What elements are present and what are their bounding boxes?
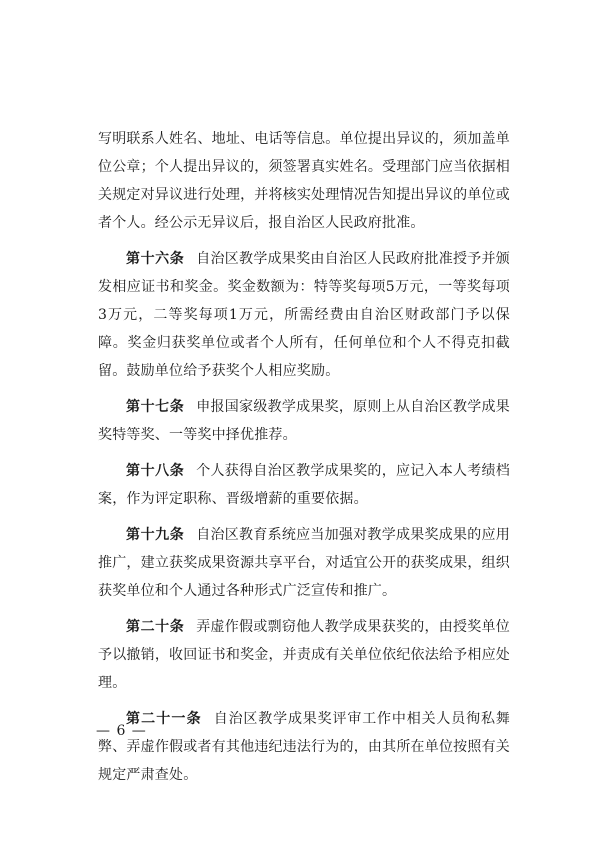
- article-heading: 第十六条: [126, 251, 185, 267]
- article-heading: 第十七条: [126, 399, 185, 415]
- article-16: [98, 245, 510, 385]
- article-18: [98, 457, 510, 513]
- article-heading: 第十八条: [126, 463, 185, 479]
- article-text: 个人获得自治区教学成果奖的，应记入本人考绩档案，作为评定职称、晋级增薪的重要依据。: [98, 463, 511, 507]
- article-text: 弄虚作假或剽窃他人教学成果获奖的，由授奖单位予以撤销，收回证书和奖金，并责成有关单位依纪依法给予相应处理。: [98, 619, 511, 691]
- page-number: — 6 —: [96, 723, 147, 739]
- article-heading: 第二十条: [126, 619, 185, 635]
- article-17: [98, 393, 510, 449]
- paragraph-text: 写明联系人姓名、地址、电话等信息。单位提出异议的，须加盖单位公章；个人提出异议的，须签署真实姓名。受理部门应当依据相关规定对异议进行处理，并将核实处理情况告知提出异议的单位或者个人。经公示无异议后，报自治区人民政府批准。: [98, 131, 510, 231]
- article-heading: 第二十一条: [126, 711, 202, 727]
- article-20: [98, 613, 510, 697]
- article-text: 自治区教育系统应当加强对教学成果奖成果的应用推广，建立获奖成果资源共享平台，对适宜公开的获奖成果，组织获奖单位和个人通过各种形式广泛宣传和推广。: [98, 527, 511, 599]
- article-19: [98, 521, 510, 605]
- article-text: 申报国家级教学成果奖，原则上从自治区教学成果奖特等奖、一等奖中择优推荐。: [98, 399, 511, 443]
- article-text: 自治区教学成果奖评审工作中相关人员徇私舞弊、弄虚作假或者有其他违纪违法行为的，由其所在单位按照有关规定严肃查处。: [98, 711, 511, 783]
- article-21: [98, 705, 510, 789]
- article-text: 自治区教学成果奖由自治区人民政府批准授予并颁发相应证书和奖金。奖金数额为：特等奖每项5万元，一等奖每项3万元，二等奖每项1万元，所需经费由自治区财政部门予以保障。奖金归获奖单位或者个人所有，任何单位和个人不得克扣截留。鼓励单位给予获奖个人相应奖励。: [98, 251, 511, 379]
- paragraph-continuation: [98, 125, 510, 237]
- article-heading: 第十九条: [126, 527, 185, 543]
- document-body: [98, 125, 510, 797]
